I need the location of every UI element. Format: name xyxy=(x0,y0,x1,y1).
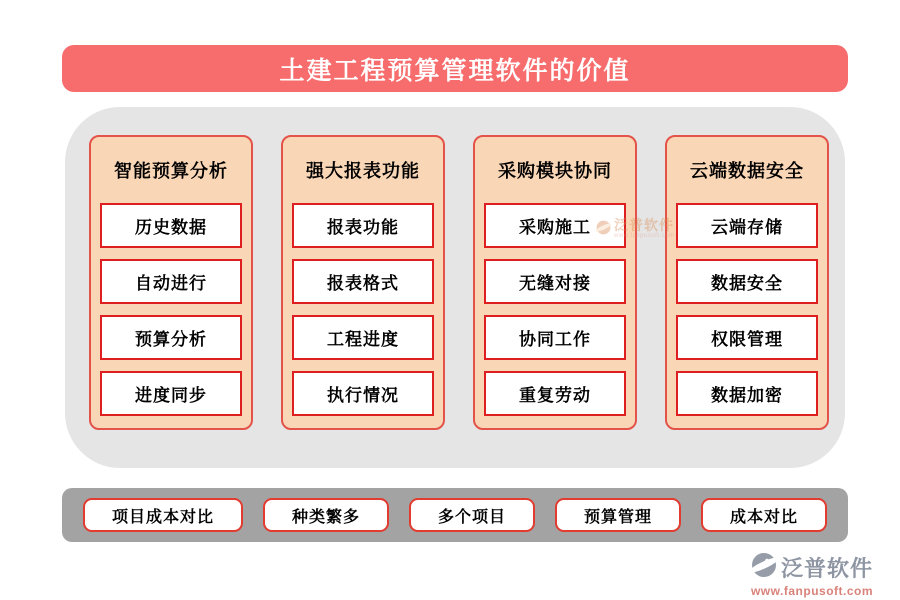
feature-item: 采购施工 xyxy=(484,203,626,248)
feature-column-procurement xyxy=(473,135,637,430)
bottom-tag-bar xyxy=(62,488,848,542)
column-header: 采购模块协同 xyxy=(498,161,612,181)
feature-columns xyxy=(89,135,830,430)
feature-column-reports xyxy=(281,135,445,430)
feature-item: 执行情况 xyxy=(292,371,434,416)
feature-item: 权限管理 xyxy=(676,315,818,360)
feature-item: 报表功能 xyxy=(292,203,434,248)
tag-pill: 种类繁多 xyxy=(263,498,389,532)
feature-item: 云端存储 xyxy=(676,203,818,248)
brand-name: 泛普软件 xyxy=(780,556,873,581)
brand-icon xyxy=(751,552,777,583)
watermark-text: 泛普软件 xyxy=(614,217,674,233)
feature-item: 报表格式 xyxy=(292,259,434,304)
feature-item: 预算分析 xyxy=(100,315,242,360)
feature-column-smart-budget xyxy=(89,135,253,430)
brand-logo xyxy=(732,552,892,598)
watermark-subtext: www.fanpusoft.com xyxy=(614,233,675,239)
column-header: 云端数据安全 xyxy=(690,161,804,181)
feature-item: 协同工作 xyxy=(484,315,626,360)
feature-item: 数据安全 xyxy=(676,259,818,304)
feature-item: 数据加密 xyxy=(676,371,818,416)
feature-column-cloud-security xyxy=(665,135,829,430)
feature-item: 重复劳动 xyxy=(484,371,626,416)
tag-pill: 多个项目 xyxy=(409,498,535,532)
tag-pill: 项目成本对比 xyxy=(83,498,243,532)
feature-item: 自动进行 xyxy=(100,259,242,304)
brand-url: www.fanpusoft.com xyxy=(750,584,874,598)
column-header: 强大报表功能 xyxy=(306,161,420,181)
column-header: 智能预算分析 xyxy=(114,161,228,181)
feature-item: 进度同步 xyxy=(100,371,242,416)
page-title: 土建工程预算管理软件的价值 xyxy=(279,56,631,85)
feature-item: 历史数据 xyxy=(100,203,242,248)
tag-pill: 预算管理 xyxy=(555,498,681,532)
feature-item: 工程进度 xyxy=(292,315,434,360)
title-banner xyxy=(62,45,848,92)
tag-pill: 成本对比 xyxy=(701,498,827,532)
feature-item: 无缝对接 xyxy=(484,259,626,304)
